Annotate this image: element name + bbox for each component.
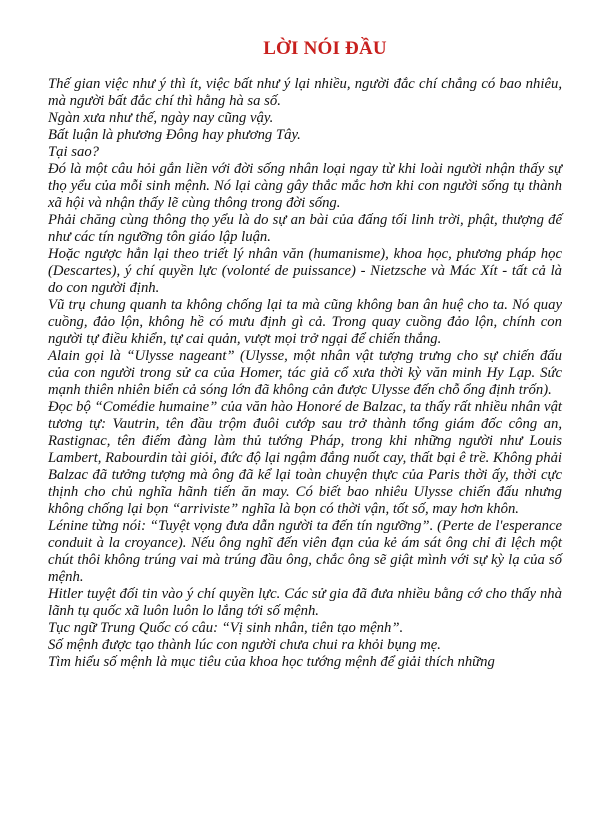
paragraph: Ngàn xưa như thế, ngày nay cũng vậy.	[48, 110, 274, 126]
paragraph: Tại sao?	[48, 144, 100, 160]
paragraph: Tục ngữ Trung Quốc có câu: “Vị sinh nhân, tiên tạo mệnh”.	[48, 620, 404, 636]
page-title: LỜI NÓI ĐẦU	[263, 38, 387, 59]
paragraph: Tìm hiểu số mệnh là mục tiêu của khoa học tướng mệnh để giải thích những	[48, 654, 495, 670]
paragraph: Bất luận là phương Đông hay phương Tây.	[48, 127, 301, 143]
paragraph: Thế gian việc như ý thì ít, việc bất như ý lại nhiều, người đắc chí chẳng có bao nhiêu, mà người bất đắc chí thì hằng hà sa số.	[48, 76, 562, 109]
paragraph: Đó là một câu hỏi gắn liền với đời sống nhân loại ngay từ khi loài người nhận thấy sự thọ yểu của mỗi sinh mệnh. Nó lại càng gây thắc mắc hơn khi con người sống tụ thành xã hội và nhận thấy lẽ cùng thông trong đời sống.	[48, 161, 562, 211]
paragraph: Đọc bộ “Comédie humaine” của văn hào Honoré de Balzac, ta thấy rất nhiều nhân vật tương tự: Vautrin, tên đầu trộm đuôi cướp sau trở thành tổng giám đốc công an, Rastignac, tên điếm đàng làm thủ tướng Pháp, trong khi những người như Louis Lambert, Rabourdin tài giỏi, đức độ lại ngậm đắng nuốt cay, thất bại ê trề. Không phải Balzac đã tưởng tượng mà ông đã kể lại toàn chuyện thực của Paris thời ấy, thời cực thịnh cho chủ nghĩa hãnh tiến ăn may. Có biết bao nhiêu Ulysse chiến đấu nhưng không chống lại bọn “arriviste” nghĩa là bọn có thời vận, tốt số, may hơn khôn.	[48, 399, 562, 517]
paragraph: Phải chăng cùng thông thọ yểu là do sự an bài của đấng tối linh trời, phật, thượng đế như các tín ngưỡng tôn giáo lập luận.	[48, 212, 562, 245]
paragraph: Vũ trụ chung quanh ta không chống lại ta mà cũng không ban ân huệ cho ta. Nó quay cuồng, đảo lộn, không hề có mưu định gì cả. Trong quay cuồng đảo lộn, chính con người tự điều khiển, tự cai quản, vượt mọi trở ngại để chiến thắng.	[48, 297, 562, 347]
paragraph: Hitler tuyệt đối tin vào ý chí quyền lực. Các sử gia đã đưa nhiều bằng cớ cho thấy nhà lãnh tụ quốc xã luôn luôn lo lắng tới số mệnh.	[48, 586, 562, 619]
paragraph: Lénine từng nói: “Tuyệt vọng đưa dẫn người ta đến tín ngưỡng”. (Perte de l'esperance conduit à la croyance). Nếu ông nghĩ đến viên đạn của kẻ ám sát ông chỉ đi lệch một chút thôi không trúng vai mà trúng đầu ông, chắc ông sẽ giật mình với sự kỳ lạ của số mệnh.	[48, 518, 562, 585]
paragraph: Hoặc ngược hẳn lại theo triết lý nhân văn (humanisme), khoa học, phương pháp học (Descartes), ý chí quyền lực (volonté de puissance) - Nietzsche và Mác Xít - tất cả là do con người định.	[48, 246, 562, 296]
paragraph: Số mệnh được tạo thành lúc con người chưa chui ra khỏi bụng mẹ.	[48, 637, 441, 653]
document-body	[48, 76, 562, 671]
paragraph: Alain gọi là “Ulysse nageant” (Ulysse, một nhân vật tượng trưng cho sự chiến đấu của con người trong sử ca của Homer, tác giả cổ xưa thời kỳ văn minh Hy Lạp. Sức mạnh thiên nhiên biển cả sóng lớn đã không cản được Ulysse đến chỗ ổng định trốn).	[48, 348, 562, 398]
